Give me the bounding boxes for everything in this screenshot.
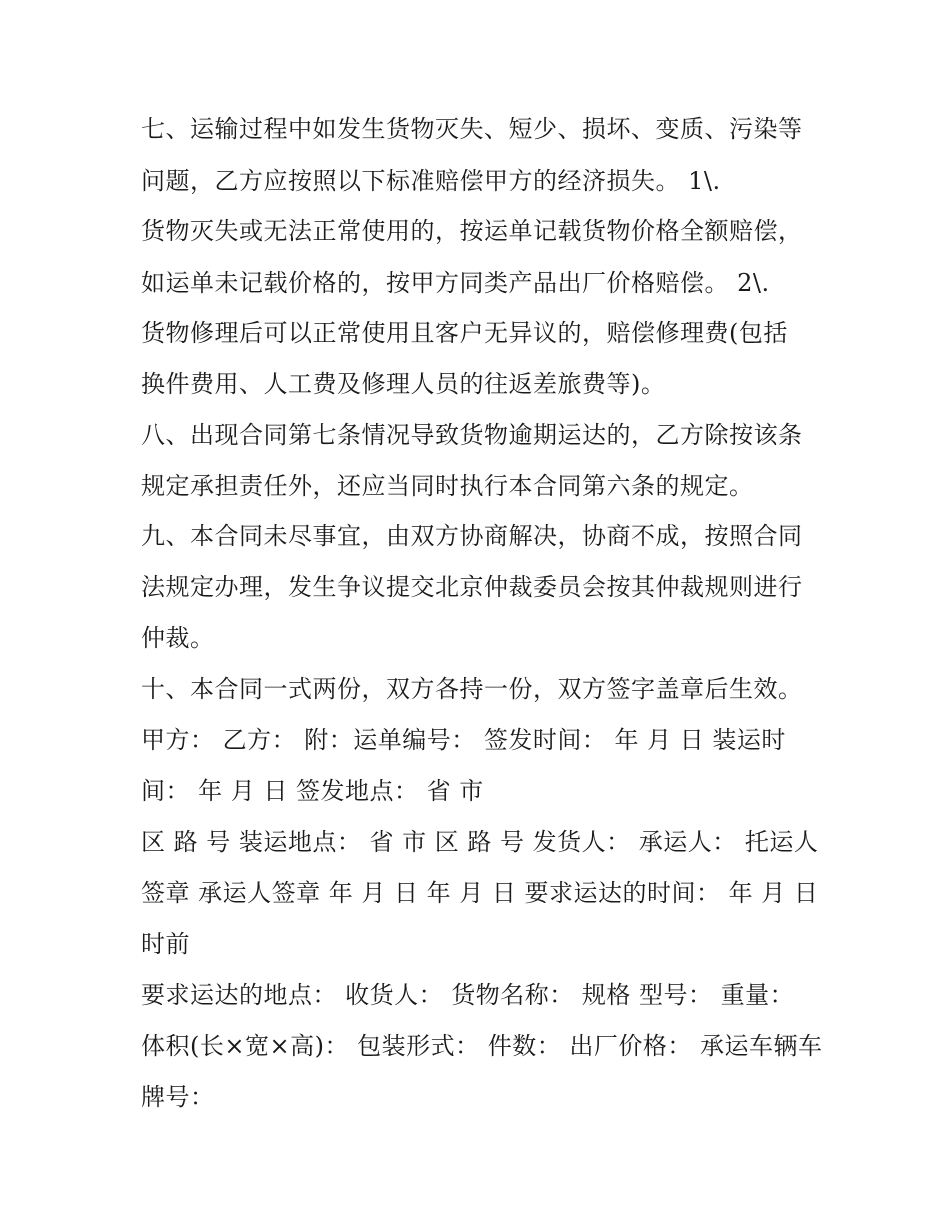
paragraph-line: 体积(长×宽×高)： 包装形式： 件数： 出厂价格： 承运车辆车: [141, 1032, 823, 1060]
paragraph-line: 十、本合同一式两份，双方各持一份，双方签字盖章后生效。: [141, 675, 803, 703]
paragraph-line: 货物修理后可以正常使用且客户无异议的，赔偿修理费(包括: [141, 319, 788, 347]
paragraph-line: 如运单未记载价格的，按甲方同类产品出厂价格赔偿。 2\.: [141, 269, 770, 297]
paragraph-line: 签章 承运人签章 年 月 日 年 月 日 要求运达的时间： 年 月 日: [141, 879, 819, 907]
paragraph-line: 牌号：: [141, 1083, 215, 1111]
paragraph-line: 七、运输过程中如发生货物灭失、短少、损坏、变质、污染等: [141, 115, 803, 143]
paragraph-line: 间： 年 月 日 签发地点： 省 市: [141, 777, 484, 805]
paragraph-line: 法规定办理，发生争议提交北京仲裁委员会按其仲裁规则进行: [141, 573, 803, 601]
paragraph-line: 货物灭失或无法正常使用的，按运单记载货物价格全额赔偿，: [141, 217, 803, 245]
paragraph-line: 换件费用、人工费及修理人员的往返差旅费等)。: [141, 370, 666, 398]
paragraph-line: 区 路 号 装运地点： 省 市 区 路 号 发货人： 承运人： 托运人: [141, 828, 819, 856]
paragraph-line: 九、本合同未尽事宜，由双方协商解决，协商不成，按照合同: [141, 522, 803, 550]
paragraph-line: 问题，乙方应按照以下标准赔偿甲方的经济损失。 1\.: [141, 167, 721, 195]
paragraph-line: 甲方： 乙方： 附：运单编号： 签发时间： 年 月 日 装运时: [141, 726, 786, 754]
paragraph-line: 规定承担责任外，还应当同时执行本合同第六条的规定。: [141, 472, 754, 500]
paragraph-line: 八、出现合同第七条情况导致货物逾期运达的，乙方除按该条: [141, 421, 803, 449]
paragraph-line: 要求运达的地点： 收货人： 货物名称： 规格 型号： 重量：: [141, 981, 795, 1009]
paragraph-line: 仲裁。: [141, 624, 215, 652]
paragraph-line: 时前: [141, 930, 190, 958]
